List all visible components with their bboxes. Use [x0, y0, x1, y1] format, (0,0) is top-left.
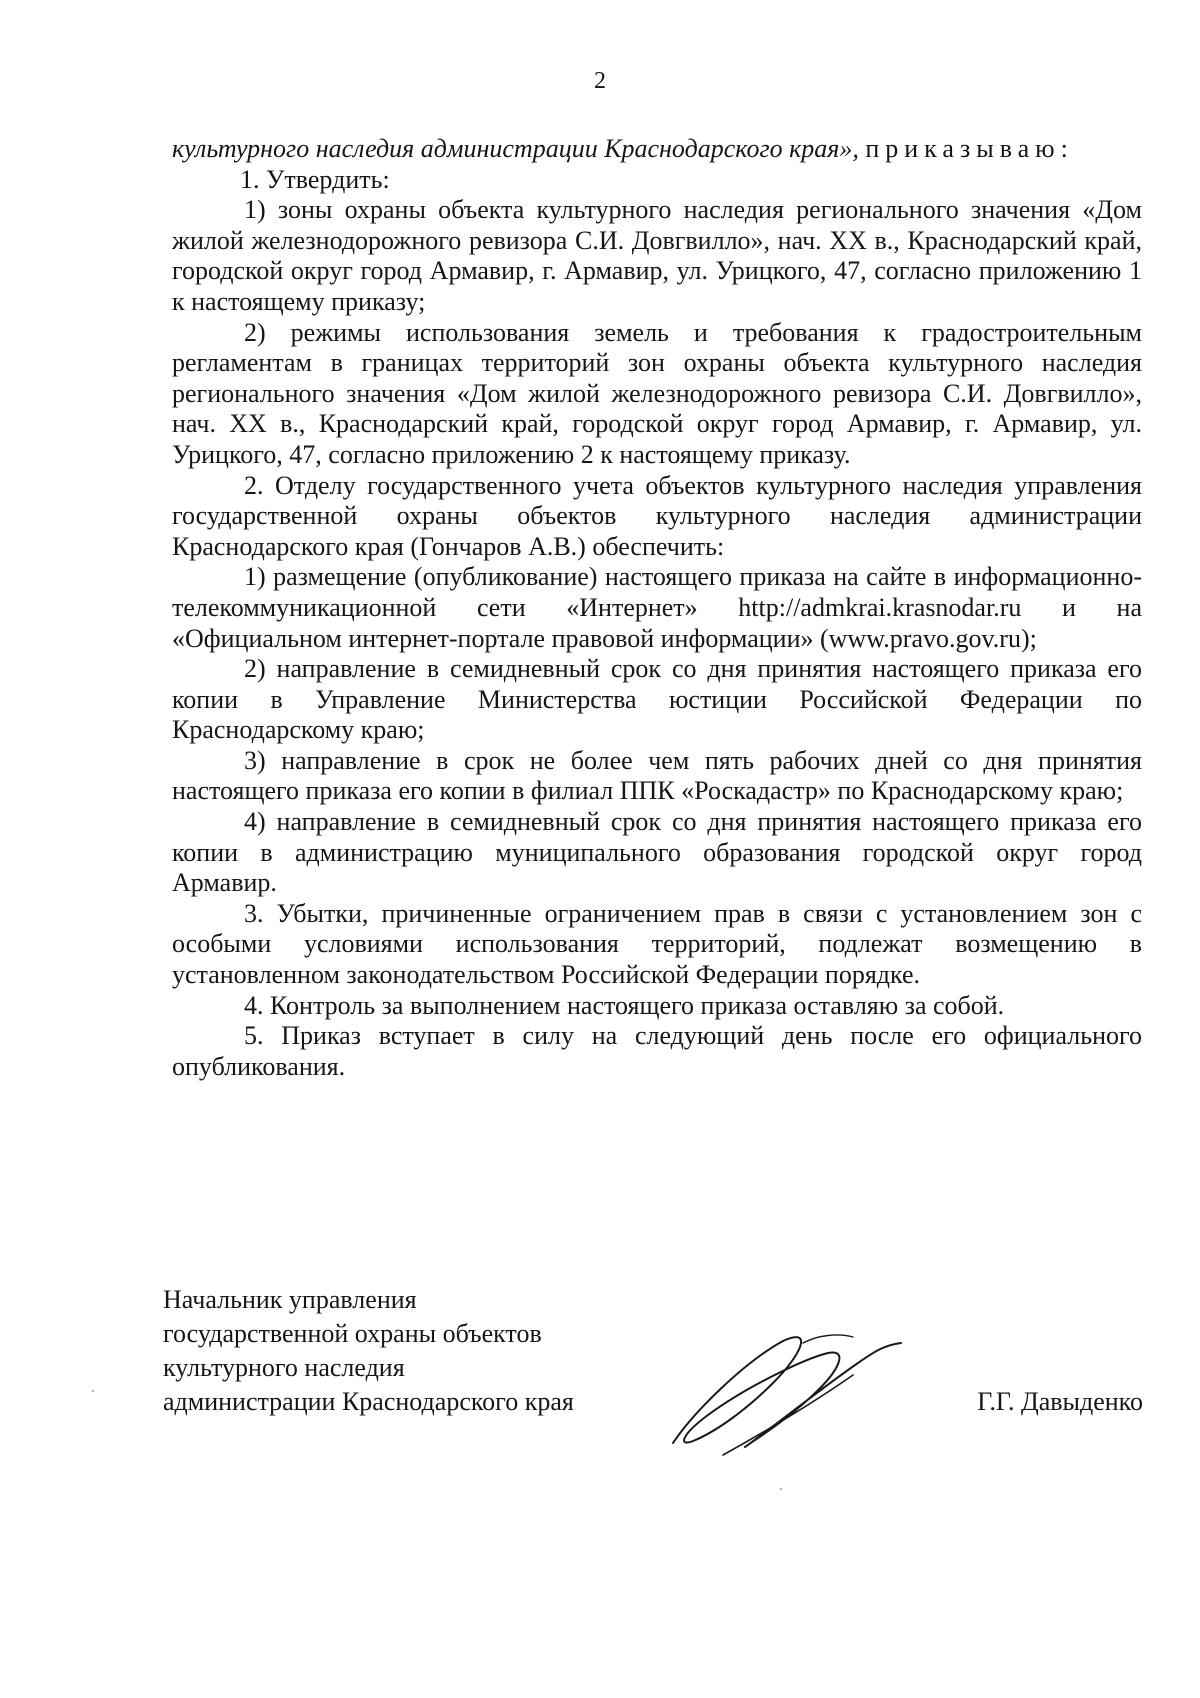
- clause-1-1: 1) зоны охраны объекта культурного наследия регионального значения «Дом жилой железнодорожного ревизора С.И. Довгвилло», нач. XX в., Краснодарский край, городской округ город Армавир, г. Армавир, ул. Урицкого, 47, согласно приложению 1 к настоящему приказу;: [172, 195, 1142, 316]
- signer-title: [163, 1283, 623, 1419]
- clause-1-2: 2) режимы использования земель и требования к градостроительным регламентам в границах территорий зон охраны объекта культурного наследия регионального значения «Дом жилой железнодорожного ревизора С.И. Довгвилло», нач. XX в., Краснодарский край, городской округ город Армавир, г. Армавир, ул. Урицкого, 47, согласно приложению 2 к настоящему приказу.: [172, 317, 1142, 469]
- order-word: приказываю:: [865, 134, 1074, 163]
- clause-2: 2. Отделу государственного учета объектов культурного наследия управления государственной охраны объектов культурного наследия администрации Краснодарского края (Гончаров А.В.) обеспечить:: [172, 470, 1142, 561]
- intro-paragraph: [172, 134, 1142, 165]
- clause-2-3: 3) направление в срок не более чем пять рабочих дней со дня принятия настоящего приказа его копии в филиал ППК «Роскадастр» по Краснодарскому краю;: [172, 745, 1142, 806]
- intro-text: культурного наследия администрации Краснодарского края»,: [172, 134, 859, 163]
- scan-speck: [92, 1390, 94, 1392]
- clause-2-2: 2) направление в семидневный срок со дня принятия настоящего приказа его копии в Управление Министерства юстиции Российской Федерации по Краснодарскому краю;: [172, 654, 1142, 745]
- document-body: [172, 134, 1142, 1082]
- signer-title-line: культурного наследия: [163, 1353, 405, 1382]
- signature-block: [163, 1283, 1143, 1463]
- clause-2-4: 4) направление в семидневный срок со дня принятия настоящего приказа его копии в администрацию муниципального образования городской округ город Армавир.: [172, 807, 1142, 898]
- page-number: 2: [594, 68, 606, 94]
- signer-title-line: администрации Краснодарского края: [163, 1387, 574, 1416]
- scan-speck: [780, 1488, 782, 1490]
- signer-title-line: государственной охраны объектов: [163, 1319, 542, 1348]
- clause-2-1: 1) размещение (опубликование) настоящего приказа на сайте в информационно-телекоммуникационной сети «Интернет» http://admkrai.krasnodar.ru и на «Официальном интернет-портале правовой информации» (www.pravo.gov.ru);: [172, 562, 1142, 653]
- handwritten-signature: [653, 1323, 903, 1463]
- signer-name: Г.Г. Давыденко: [977, 1387, 1143, 1416]
- clause-5: 5. Приказ вступает в силу на следующий день после его официального опубликования.: [172, 1021, 1142, 1081]
- clause-3: 3. Убытки, причиненные ограничением прав в связи с установлением зон с особыми условиями использования территорий, подлежат возмещению в установленном законодательством Российской Федерации порядке.: [172, 898, 1142, 990]
- clause-4: 4. Контроль за выполнением настоящего приказа оставляю за собой.: [244, 990, 1005, 1020]
- clause-1: 1. Утвердить:: [240, 164, 390, 194]
- signer-title-line: Начальник управления: [163, 1285, 417, 1314]
